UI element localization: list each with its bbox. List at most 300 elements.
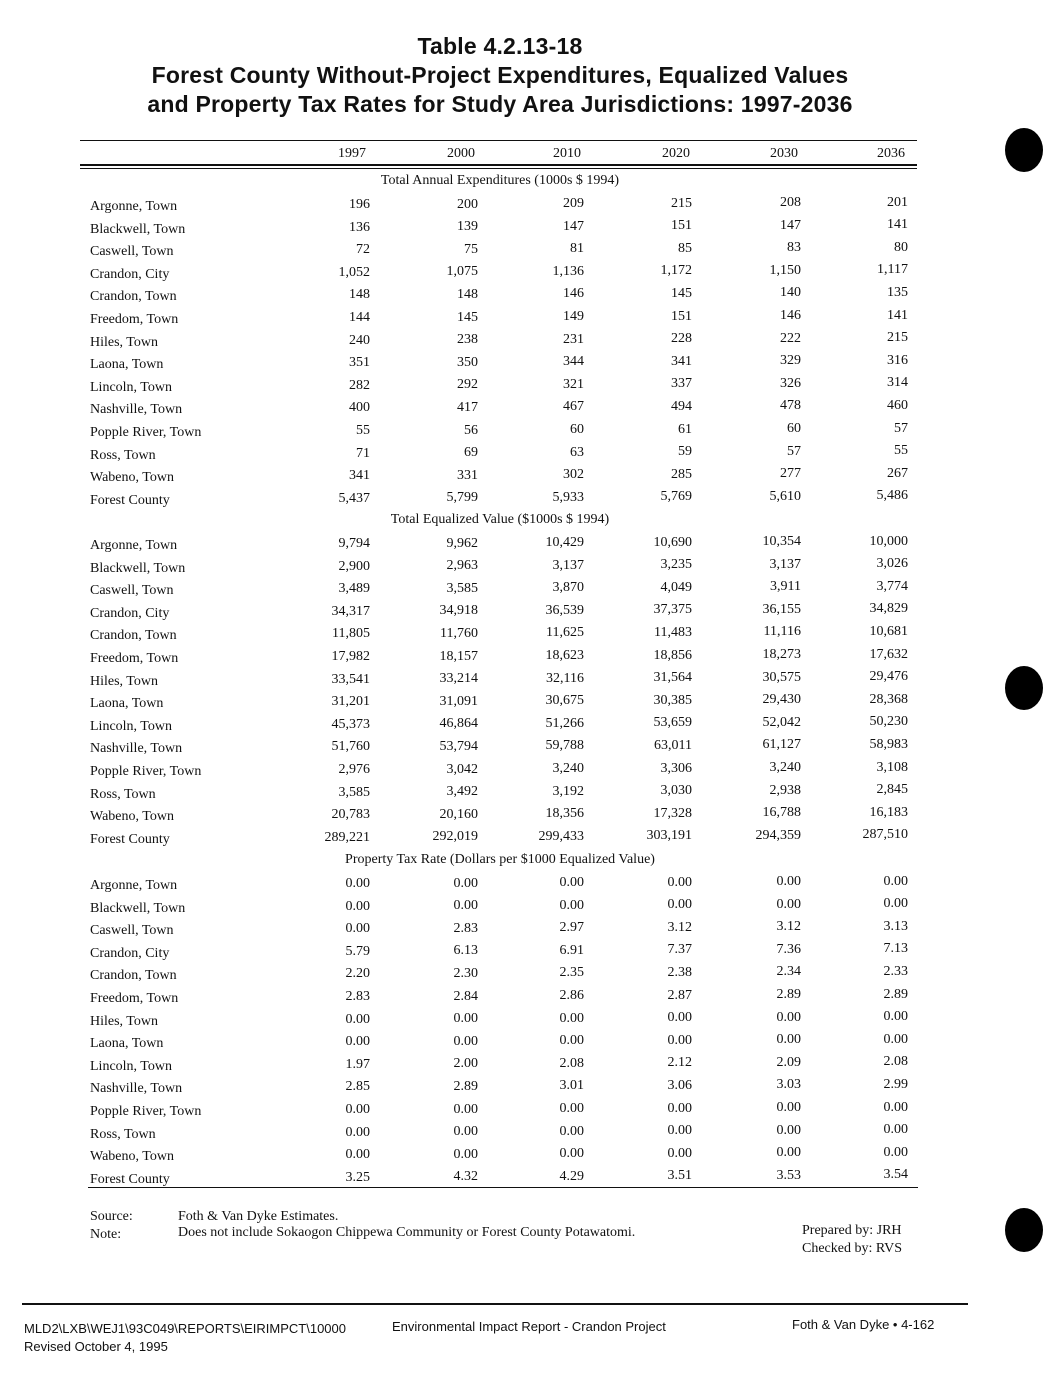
footer-report-name: Environmental Impact Report - Crandon Project <box>392 1319 666 1334</box>
table-row <box>0 219 1058 241</box>
cell-value: 200 <box>457 196 478 212</box>
cell-value: 3,192 <box>552 783 584 799</box>
table-row <box>0 445 1058 467</box>
row-label: Wabeno, Town <box>90 1149 174 1165</box>
cell-value: 0.00 <box>776 1145 801 1161</box>
cell-value: 3,492 <box>446 784 478 800</box>
cell-value: 344 <box>563 354 584 370</box>
table-row <box>0 806 1058 828</box>
cell-value: 215 <box>671 195 692 211</box>
cell-value: 3.06 <box>667 1077 692 1093</box>
row-label: Freedom, Town <box>90 991 179 1006</box>
checked-by: Checked by: RVS <box>802 1241 902 1256</box>
cell-value: 0.00 <box>559 1033 584 1049</box>
cell-value: 135 <box>887 284 908 300</box>
footer-rule <box>22 1303 968 1305</box>
cell-value: 3,235 <box>660 557 692 573</box>
cell-value: 0.00 <box>667 1123 692 1139</box>
cell-value: 80 <box>894 239 908 255</box>
year-header-2000: 2000 <box>447 146 475 161</box>
table-row <box>0 196 1058 218</box>
cell-value: 3,240 <box>552 761 584 776</box>
row-label: Hiles, Town <box>90 673 158 689</box>
cell-value: 63 <box>570 444 584 460</box>
cell-value: 28,368 <box>869 691 908 707</box>
table-row <box>0 738 1058 760</box>
row-label: Lincoln, Town <box>90 379 172 395</box>
cell-value: 33,541 <box>331 671 370 687</box>
cell-value: 20,160 <box>439 806 478 822</box>
cell-value: 0.00 <box>453 1011 478 1027</box>
binder-hole-1 <box>1005 128 1043 172</box>
cell-value: 341 <box>671 353 692 369</box>
table-row <box>0 1056 1058 1078</box>
cell-value: 2,938 <box>769 782 801 798</box>
cell-value: 52,042 <box>762 714 801 730</box>
year-header-2036: 2036 <box>877 146 905 161</box>
section-title: Total Equalized Value ($1000s $ 1994) <box>390 512 610 527</box>
row-label: Argonne, Town <box>90 878 178 893</box>
cell-value: 7.13 <box>883 941 908 957</box>
table-row <box>0 1011 1058 1033</box>
cell-value: 146 <box>780 308 801 323</box>
cell-value: 2.30 <box>453 965 478 981</box>
row-label: Blackwell, Town <box>90 221 186 237</box>
cell-value: 240 <box>349 332 370 348</box>
row-label: Crandon, Town <box>90 289 177 305</box>
row-label: Ross, Town <box>90 786 156 802</box>
cell-value: 0.00 <box>345 898 370 914</box>
cell-value: 11,625 <box>546 625 584 641</box>
cell-value: 33,214 <box>439 671 478 687</box>
cell-value: 36,539 <box>545 602 584 618</box>
cell-value: 144 <box>349 310 370 325</box>
cell-value: 31,201 <box>331 694 370 710</box>
cell-value: 5,769 <box>660 489 692 505</box>
cell-value: 292 <box>457 377 478 393</box>
source-text: Foth & Van Dyke Estimates. <box>178 1209 339 1224</box>
cell-value: 1,150 <box>769 262 801 278</box>
table-row <box>0 671 1058 693</box>
cell-value: 2.00 <box>453 1056 478 1072</box>
cell-value: 5,799 <box>446 490 478 506</box>
cell-value: 0.00 <box>453 1146 478 1162</box>
cell-value: 3.01 <box>559 1078 584 1094</box>
cell-value: 3,108 <box>876 759 908 775</box>
cell-value: 11,805 <box>332 626 370 642</box>
cell-value: 302 <box>563 467 584 483</box>
cell-value: 267 <box>887 465 908 481</box>
cell-value: 63,011 <box>654 737 692 753</box>
year-header-1997: 1997 <box>338 146 366 161</box>
cell-value: 147 <box>780 217 801 233</box>
cell-value: 0.00 <box>776 896 801 912</box>
cell-value: 0.00 <box>883 1122 908 1138</box>
cell-value: 3,240 <box>769 760 801 775</box>
table-row <box>0 286 1058 308</box>
cell-value: 0.00 <box>345 1102 370 1117</box>
cell-value: 60 <box>570 422 584 437</box>
table-row <box>0 241 1058 263</box>
cell-value: 72 <box>356 242 370 258</box>
cell-value: 321 <box>563 376 584 392</box>
table-row <box>0 580 1058 602</box>
cell-value: 341 <box>349 468 370 484</box>
cell-value: 34,829 <box>869 601 908 617</box>
table-row <box>0 558 1058 580</box>
cell-value: 0.00 <box>345 876 370 891</box>
cell-value: 5,933 <box>552 489 584 505</box>
table-row <box>0 264 1058 286</box>
cell-value: 16,788 <box>762 805 801 821</box>
cell-value: 53,794 <box>439 738 478 754</box>
cell-value: 0.00 <box>559 1101 584 1116</box>
cell-value: 30,675 <box>545 693 584 709</box>
cell-value: 55 <box>894 443 908 459</box>
cell-value: 9,962 <box>446 535 478 551</box>
cell-value: 36,155 <box>762 601 801 617</box>
cell-value: 30,575 <box>762 669 801 685</box>
cell-value: 0.00 <box>453 1101 478 1117</box>
cell-value: 3.53 <box>776 1167 801 1183</box>
cell-value: 2.08 <box>883 1054 908 1070</box>
cell-value: 2.83 <box>453 920 478 936</box>
table-row <box>0 332 1058 354</box>
row-label: Blackwell, Town <box>90 900 186 916</box>
cell-value: 3.54 <box>883 1167 908 1183</box>
cell-value: 326 <box>780 375 801 391</box>
cell-value: 140 <box>780 285 801 301</box>
cell-value: 400 <box>349 400 370 416</box>
cell-value: 17,328 <box>653 805 692 821</box>
cell-value: 50,230 <box>869 714 908 730</box>
cell-value: 11,116 <box>763 624 801 640</box>
table-row <box>0 943 1058 965</box>
cell-value: 29,430 <box>762 692 801 708</box>
cell-value: 1,075 <box>446 264 478 280</box>
cell-value: 3,585 <box>338 784 370 800</box>
table-row <box>0 693 1058 715</box>
table-row <box>0 309 1058 331</box>
note-text: Does not include Sokaogon Chippewa Community or Forest County Potawatomi. <box>178 1225 636 1240</box>
row-label: Nashville, Town <box>90 741 183 757</box>
cell-value: 3,585 <box>446 580 478 596</box>
row-label: Freedom, Town <box>90 651 179 666</box>
table-row <box>0 1101 1058 1123</box>
year-header-2020: 2020 <box>662 146 690 161</box>
cell-value: 29,476 <box>869 669 908 685</box>
cell-value: 31,564 <box>653 670 692 686</box>
cell-value: 5.79 <box>345 943 370 959</box>
cell-value: 2,976 <box>338 762 370 777</box>
cell-value: 289,221 <box>324 829 370 845</box>
cell-value: 2.84 <box>453 988 478 1004</box>
table-row <box>0 898 1058 920</box>
row-label: Nashville, Town <box>90 402 183 418</box>
cell-value: 37,375 <box>653 602 692 618</box>
cell-value: 60 <box>787 421 801 436</box>
row-label: Crandon, Town <box>90 968 177 984</box>
cell-value: 0.00 <box>667 897 692 913</box>
cell-value: 69 <box>464 445 478 461</box>
cell-value: 2.87 <box>667 987 692 1003</box>
table-row <box>0 920 1058 942</box>
cell-value: 5,486 <box>876 488 908 504</box>
cell-value: 294,359 <box>755 827 801 843</box>
cell-value: 1,052 <box>338 264 370 280</box>
top-rule <box>80 140 917 141</box>
year-header-2010: 2010 <box>553 146 581 161</box>
cell-value: 3.03 <box>776 1077 801 1093</box>
cell-value: 51,760 <box>331 739 370 755</box>
cell-value: 0.00 <box>345 1011 370 1027</box>
row-label: Hiles, Town <box>90 334 158 350</box>
cell-value: 460 <box>887 397 908 413</box>
table-row <box>0 716 1058 738</box>
table-title <box>0 32 1000 119</box>
cell-value: 45,373 <box>331 716 370 732</box>
cell-value: 2.20 <box>345 966 370 982</box>
cell-value: 1,117 <box>877 262 908 278</box>
footer-path: MLD2\LXB\WEJ1\93C049\REPORTS\EIRIMPCT\10000 <box>24 1321 346 1336</box>
cell-value: 0.00 <box>453 875 478 891</box>
cell-value: 350 <box>457 354 478 370</box>
cell-value: 208 <box>780 195 801 210</box>
row-label: Caswell, Town <box>90 244 174 260</box>
cell-value: 4.32 <box>453 1169 478 1185</box>
cell-value: 282 <box>349 377 370 393</box>
cell-value: 0.00 <box>559 1146 584 1162</box>
cell-value: 149 <box>563 309 584 324</box>
cell-value: 0.00 <box>776 1009 801 1025</box>
cell-value: 2.99 <box>883 1076 908 1092</box>
cell-value: 10,000 <box>869 533 908 549</box>
table-row <box>0 965 1058 987</box>
cell-value: 1,172 <box>660 263 692 279</box>
cell-value: 59,788 <box>545 738 584 754</box>
table-row <box>0 625 1058 647</box>
cell-value: 2.34 <box>776 964 801 980</box>
row-label: Crandon, City <box>90 605 170 621</box>
cell-value: 7.36 <box>776 941 801 957</box>
cell-value: 10,681 <box>869 623 908 639</box>
cell-value: 316 <box>887 352 908 368</box>
cell-value: 292,019 <box>432 829 478 845</box>
table-row <box>0 1124 1058 1146</box>
cell-value: 71 <box>356 445 370 461</box>
section-title: Property Tax Rate (Dollars per $1000 Equalized Value) <box>345 852 655 867</box>
cell-value: 11,483 <box>654 624 692 640</box>
cell-value: 2.08 <box>559 1055 584 1071</box>
cell-value: 6.91 <box>559 942 584 958</box>
cell-value: 0.00 <box>883 1144 908 1160</box>
row-label: Crandon, City <box>90 266 170 282</box>
table-row <box>0 761 1058 783</box>
row-label: Lincoln, Town <box>90 1058 172 1074</box>
cell-value: 329 <box>780 353 801 369</box>
cell-value: 2.83 <box>345 989 370 1004</box>
table-row <box>0 1078 1058 1100</box>
cell-value: 494 <box>671 398 692 414</box>
cell-value: 0.00 <box>883 1031 908 1047</box>
cell-value: 34,918 <box>439 603 478 619</box>
cell-value: 31,091 <box>439 693 478 709</box>
row-label: Nashville, Town <box>90 1081 183 1097</box>
cell-value: 46,864 <box>439 716 478 732</box>
year-header-2030: 2030 <box>770 146 798 161</box>
cell-value: 32,116 <box>546 670 584 686</box>
cell-value: 337 <box>671 376 692 392</box>
table-title-line-1: Forest County Without-Project Expenditures, Equalized Values <box>151 62 849 88</box>
table-row <box>0 1033 1058 1055</box>
cell-value: 222 <box>780 330 801 346</box>
cell-value: 3,870 <box>552 580 584 596</box>
binder-hole-2 <box>1005 666 1043 710</box>
cell-value: 0.00 <box>345 1124 370 1140</box>
cell-value: 59 <box>678 444 692 460</box>
cell-value: 81 <box>570 241 584 257</box>
cell-value: 57 <box>894 420 908 436</box>
table-row <box>0 988 1058 1010</box>
row-label: Popple River, Town <box>90 764 202 779</box>
cell-value: 55 <box>356 423 370 438</box>
prepared-by: Prepared by: JRH <box>802 1223 902 1238</box>
table-row <box>0 784 1058 806</box>
cell-value: 83 <box>787 240 801 256</box>
row-label: Popple River, Town <box>90 425 202 440</box>
row-label: Forest County <box>90 831 170 847</box>
cell-value: 3.25 <box>345 1169 370 1185</box>
cell-value: 6.13 <box>453 943 478 959</box>
cell-value: 2.33 <box>883 963 908 979</box>
cell-value: 0.00 <box>559 897 584 913</box>
row-label: Crandon, Town <box>90 628 177 644</box>
cell-value: 0.00 <box>667 1032 692 1048</box>
cell-value: 2.89 <box>883 986 908 1002</box>
cell-value: 0.00 <box>559 1010 584 1026</box>
cell-value: 61,127 <box>762 737 801 753</box>
cell-value: 0.00 <box>667 1145 692 1161</box>
table-row <box>0 354 1058 376</box>
cell-value: 51,266 <box>545 715 584 731</box>
cell-value: 3.51 <box>667 1168 692 1184</box>
cell-value: 0.00 <box>453 1124 478 1140</box>
cell-value: 0.00 <box>667 874 692 890</box>
cell-value: 141 <box>887 307 908 323</box>
cell-value: 287,510 <box>862 827 908 843</box>
row-label: Forest County <box>90 1171 170 1187</box>
cell-value: 18,273 <box>762 647 801 662</box>
cell-value: 201 <box>887 194 908 210</box>
cell-value: 3,137 <box>769 556 801 572</box>
cell-value: 3,030 <box>660 783 692 799</box>
cell-value: 18,856 <box>653 647 692 663</box>
year-header-row <box>0 145 1058 163</box>
cell-value: 2.89 <box>453 1078 478 1094</box>
cell-value: 2.97 <box>559 920 584 936</box>
cell-value: 145 <box>671 285 692 301</box>
cell-value: 0.00 <box>345 921 370 937</box>
cell-value: 85 <box>678 240 692 256</box>
footer-page-number: Foth & Van Dyke • 4-162 <box>792 1317 935 1332</box>
table-row <box>0 829 1058 851</box>
cell-value: 151 <box>671 218 692 234</box>
row-label: Wabeno, Town <box>90 809 174 825</box>
cell-value: 5,437 <box>338 490 370 506</box>
row-label: Blackwell, Town <box>90 560 186 576</box>
cell-value: 2.09 <box>776 1054 801 1070</box>
table-row <box>0 467 1058 489</box>
cell-value: 17,632 <box>869 646 908 662</box>
cell-value: 2.85 <box>345 1079 370 1095</box>
cell-value: 139 <box>457 219 478 235</box>
cell-value: 417 <box>457 399 478 415</box>
cell-value: 7.37 <box>667 942 692 958</box>
cell-value: 478 <box>780 398 801 414</box>
cell-value: 0.00 <box>883 1009 908 1025</box>
table-row <box>0 875 1058 897</box>
cell-value: 18,356 <box>545 806 584 822</box>
cell-value: 3.12 <box>667 919 692 935</box>
row-label: Laona, Town <box>90 357 164 373</box>
cell-value: 285 <box>671 466 692 482</box>
cell-value: 58,983 <box>869 736 908 752</box>
cell-value: 146 <box>563 286 584 302</box>
cell-value: 0.00 <box>559 875 584 890</box>
cell-value: 17,982 <box>331 649 370 664</box>
cell-value: 0.00 <box>883 873 908 889</box>
table-row <box>0 1146 1058 1168</box>
cell-value: 75 <box>464 241 478 257</box>
cell-value: 3,911 <box>770 579 801 595</box>
cell-value: 136 <box>349 219 370 235</box>
cell-value: 228 <box>671 331 692 347</box>
row-label: Crandon, City <box>90 945 170 961</box>
table-row <box>0 399 1058 421</box>
cell-value: 3.12 <box>776 919 801 935</box>
cell-value: 9,794 <box>338 536 370 551</box>
row-label: Argonne, Town <box>90 199 178 214</box>
note-label: Note: <box>90 1227 122 1242</box>
cell-value: 10,354 <box>762 534 801 549</box>
cell-value: 53,659 <box>653 715 692 731</box>
table-row <box>0 422 1058 444</box>
row-label: Freedom, Town <box>90 312 179 327</box>
cell-value: 0.00 <box>883 1099 908 1115</box>
cell-value: 2.86 <box>559 988 584 1003</box>
cell-value: 2.38 <box>667 964 692 980</box>
cell-value: 141 <box>887 217 908 233</box>
cell-value: 2,963 <box>446 558 478 574</box>
cell-value: 11,760 <box>440 625 478 641</box>
cell-value: 57 <box>787 443 801 459</box>
cell-value: 351 <box>349 355 370 371</box>
cell-value: 303,191 <box>646 828 692 844</box>
cell-value: 61 <box>678 421 692 437</box>
row-label: Ross, Town <box>90 1126 156 1142</box>
row-label: Laona, Town <box>90 1036 164 1052</box>
table-title-line-2: and Property Tax Rates for Study Area Jurisdictions: 1997-2036 <box>147 91 853 117</box>
cell-value: 331 <box>457 467 478 483</box>
cell-value: 2,845 <box>876 782 908 798</box>
cell-value: 209 <box>563 196 584 211</box>
row-label: Wabeno, Town <box>90 470 174 486</box>
cell-value: 277 <box>780 466 801 482</box>
cell-value: 16,183 <box>869 804 908 820</box>
cell-value: 4,049 <box>660 579 692 595</box>
cell-value: 3,137 <box>552 557 584 573</box>
cell-value: 299,433 <box>538 828 584 844</box>
